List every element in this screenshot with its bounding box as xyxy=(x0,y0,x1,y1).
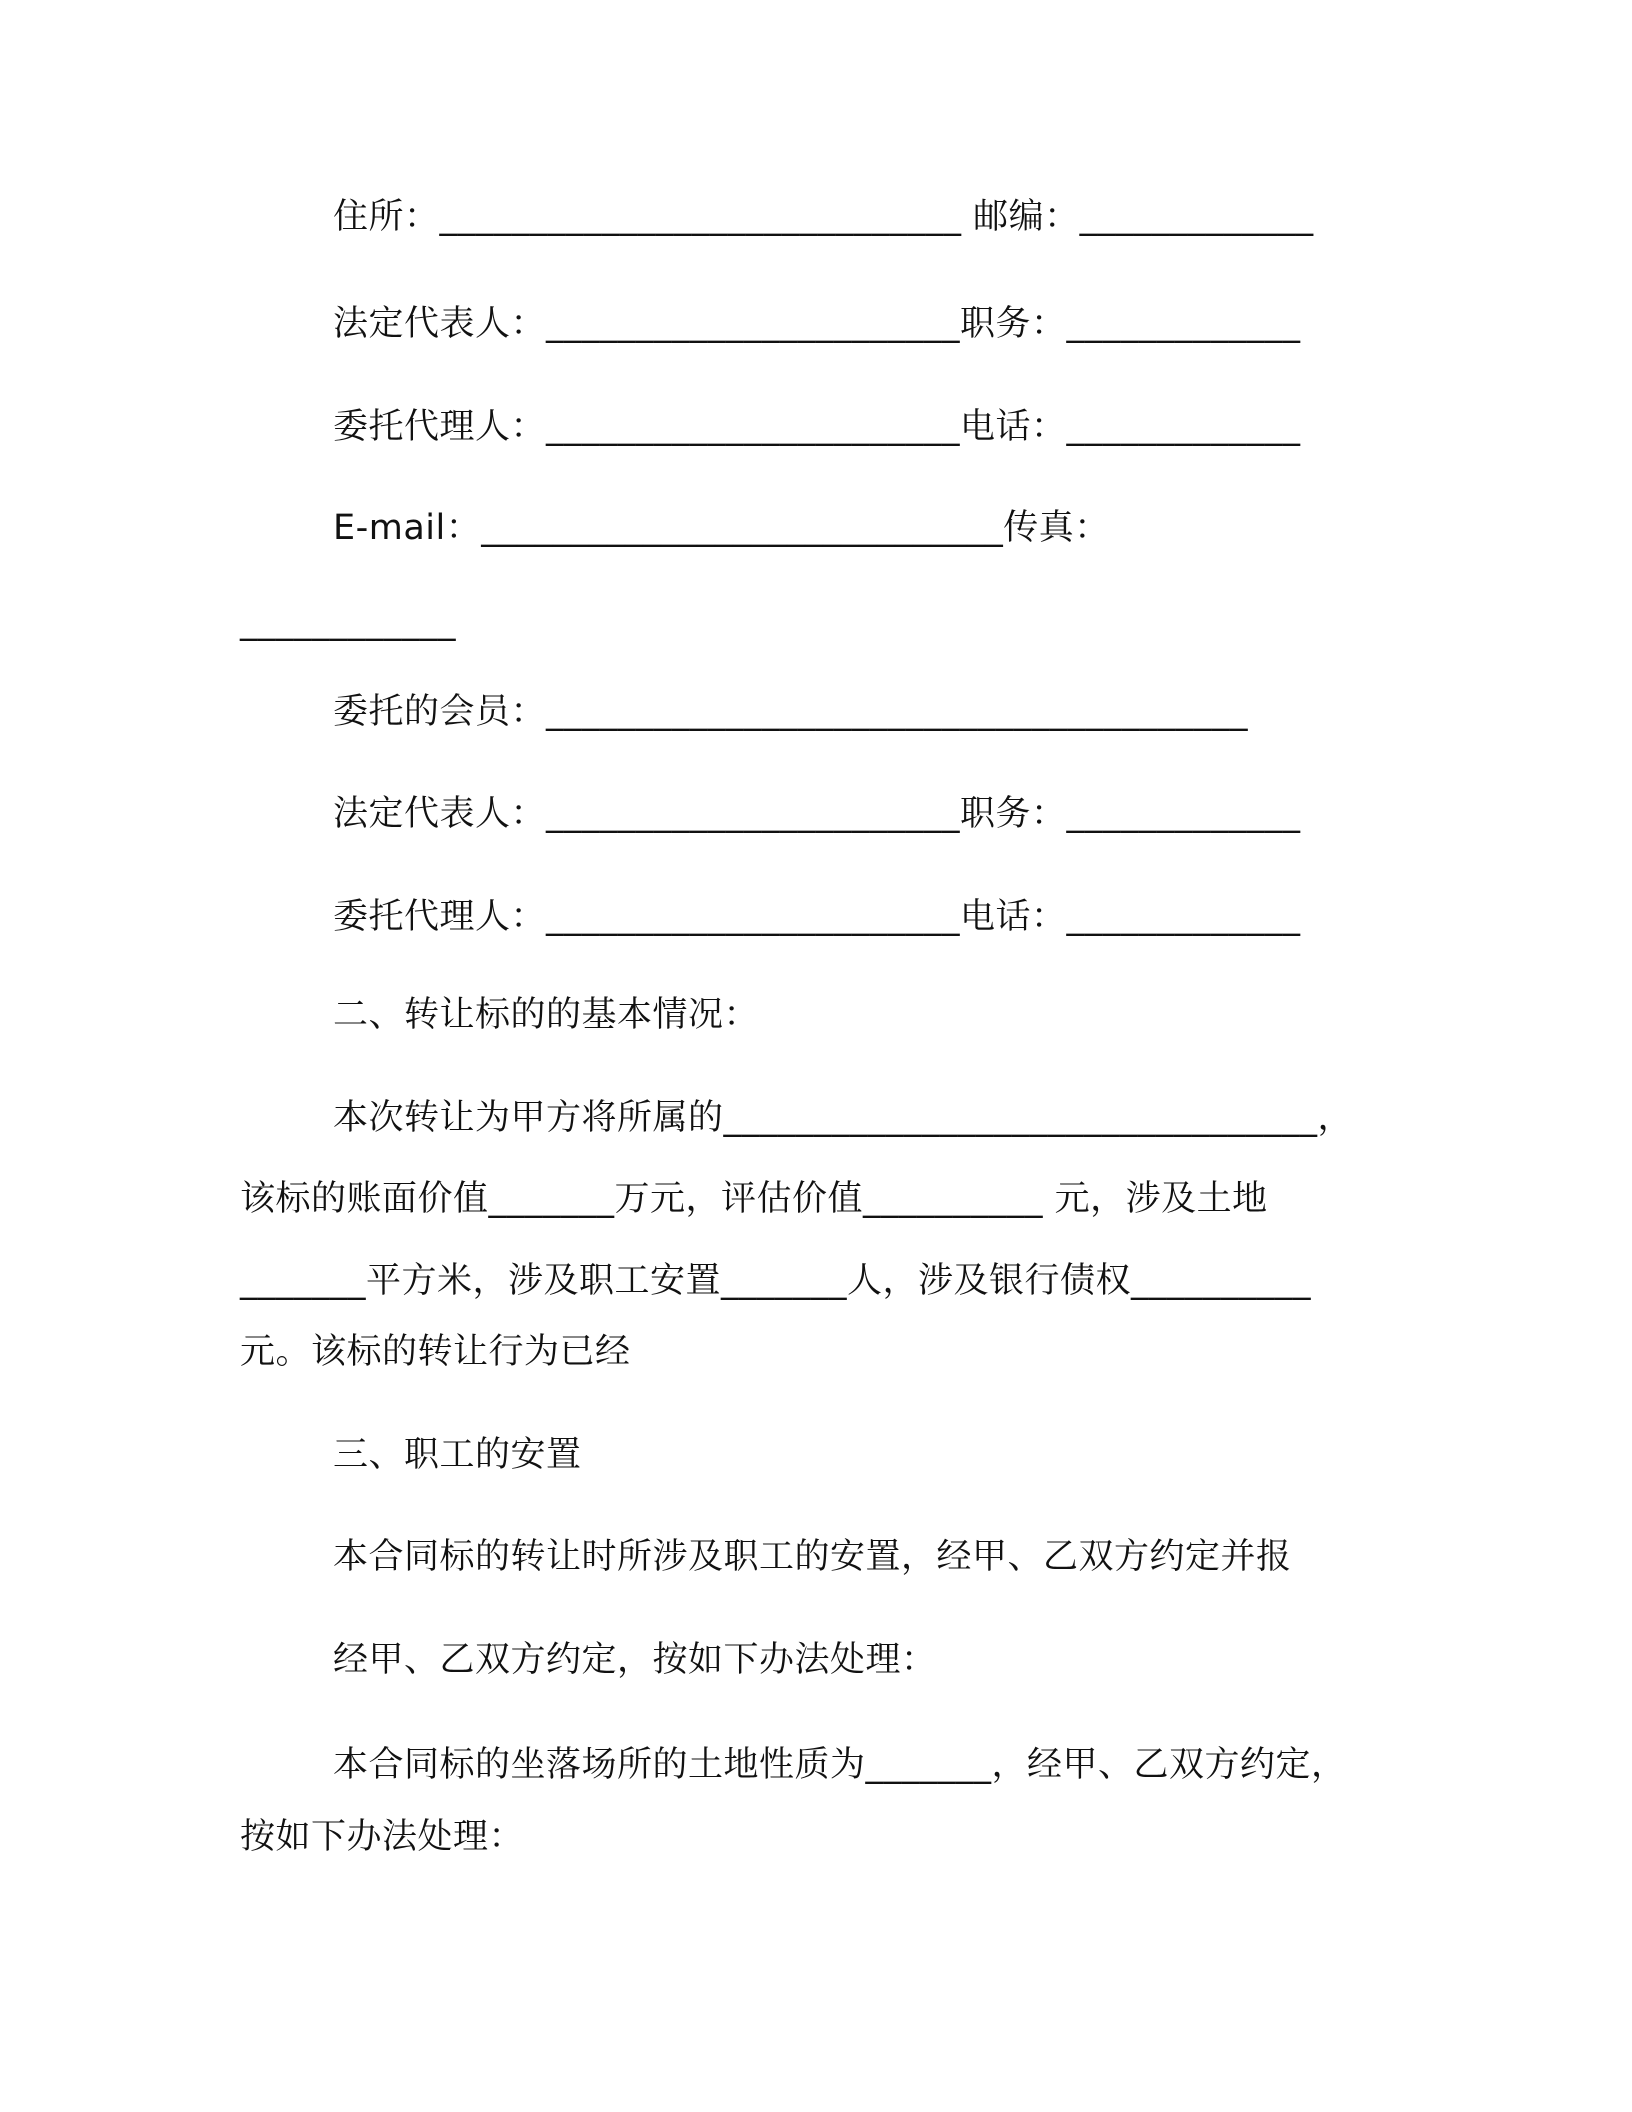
transfer-paragraph-line-3: _______平方米，涉及职工安置_______人，涉及银行债权__________ xyxy=(240,1261,1312,1301)
authorized-agent-phone-line-2: 委托代理人：_______________________电话：_____________ xyxy=(333,897,1301,937)
staff-placement-paragraph: 本合同标的转让时所涉及职工的安置，经甲、乙双方约定并报 xyxy=(333,1537,1292,1577)
transfer-paragraph-line-2: 该标的账面价值_______万元，评估价值__________ 元，涉及土地 xyxy=(240,1179,1268,1219)
fax-blank-line: ____________ xyxy=(240,602,456,642)
agreement-method-paragraph: 经甲、乙双方约定，按如下办法处理： xyxy=(333,1640,937,1680)
land-nature-paragraph-line-2: 按如下办法处理： xyxy=(240,1817,525,1857)
legal-representative-title-line: 法定代表人：_______________________职务：_____________ xyxy=(333,304,1301,344)
email-fax-line: E-mail：_____________________________传真： xyxy=(333,508,1110,548)
section-three-heading: 三、职工的安置 xyxy=(333,1435,582,1475)
legal-representative-title-line-2: 法定代表人：_______________________职务：_____________ xyxy=(333,794,1301,834)
land-nature-paragraph-line-1: 本合同标的坐落场所的土地性质为_______，经甲、乙双方约定， xyxy=(333,1745,1347,1785)
section-two-heading: 二、转让标的的基本情况： xyxy=(333,995,760,1035)
authorized-agent-phone-line: 委托代理人：_______________________电话：_____________ xyxy=(333,407,1301,447)
entrusted-member-line: 委托的会员：_______________________________________ xyxy=(333,692,1249,732)
address-postcode-line: 住所：_____________________________ 邮编：_____________ xyxy=(333,197,1314,237)
transfer-paragraph-line-1: 本次转让为甲方将所属的_________________________________， xyxy=(333,1098,1354,1138)
transfer-paragraph-line-4: 元。该标的转让行为已经 xyxy=(240,1332,631,1372)
